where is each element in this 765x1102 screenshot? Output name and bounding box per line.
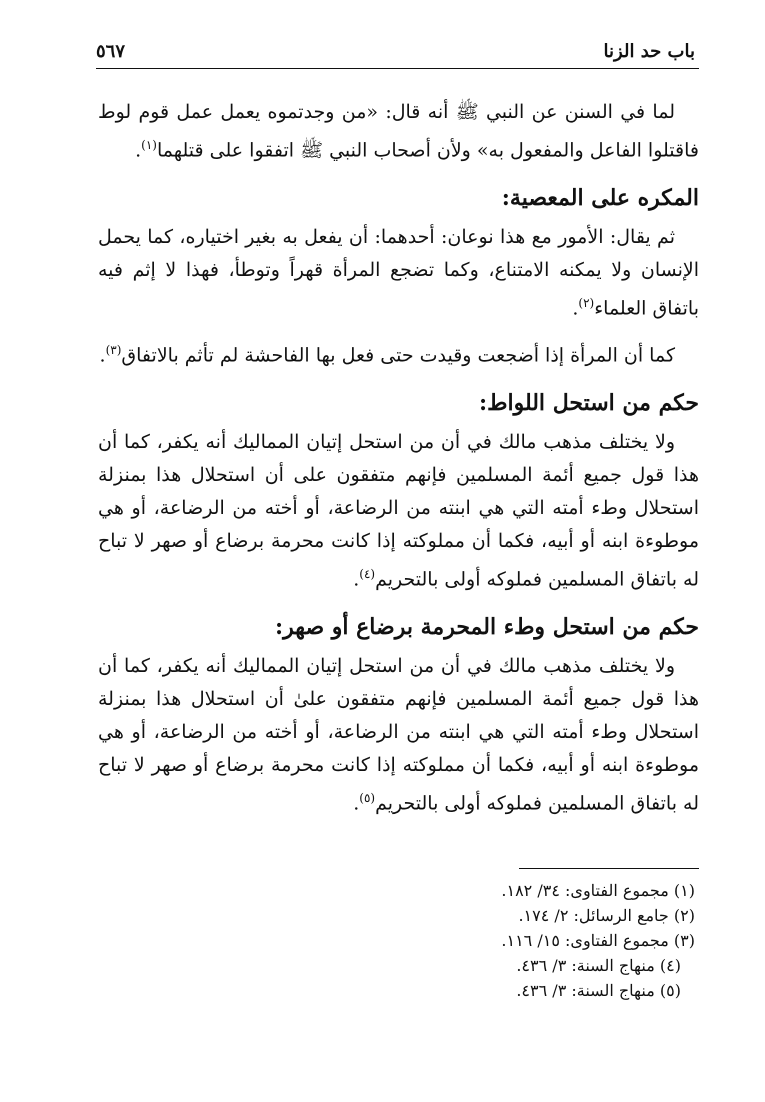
section-heading: حكم من استحل اللواط: [479,389,699,416]
chapter-title: باب حد الزنا [603,40,695,62]
header-rule [96,68,699,69]
running-header [96,34,695,68]
footnote: (١) مجموع الفتاوى: ٣٤/ ١٨٢. [501,881,695,900]
paragraph: لما في السنن عن النبي ﷺ أنه قال: «من وجدتموه يعمل عمل قوم لوط فاقتلوا الفاعل والمفعول به» ولأن أصحاب النبي ﷺ اتفقوا على قتلهما$^{(١)}$. [98,101,699,162]
paragraph-text: ثم يقال: الأمور مع هذا نوعان: أحدهما: أن يفعل به بغير اختياره، كما يحمل الإنسان ولا يمكنه الامتناع، وكما تضجع المرأة قهراً وتوطأ، فهذا لا إثم فيه باتفاق العلماء [98,226,699,320]
footnote: (٣) مجموع الفتاوى: ١٥/ ١١٦. [501,931,695,950]
paragraph-text: ولا يختلف مذهب مالك في أن من استحل إتيان المماليك أنه يكفر، كما أن هذا قول جميع أئمة المسلمين فإنهم متفقون علىٰ أن استحلال هذا بمنزلة استحلال وطء أمته التي هي ابنته من الرضاعة، أو أخته من الرضاعة، أو هي موطوءة ابنه أو أبيه، فكما أن مملوكته إذا كانت محرمة برضاع أو صهر لا تباح له باتفاق المسلمين فملوكه أولى بالتحريم [98,655,699,815]
footnote: (٥) منهاج السنة: ٣/ ٤٣٦. [516,981,681,1000]
paragraph: كما أن المرأة إذا أضجعت وقيدت حتى فعل بها الفاحشة لم تأثم بالاتفاق$^{(٣)}$. [99,342,675,366]
footnote-ref: (٣) [105,342,122,357]
section-heading: حكم من استحل وطء المحرمة برضاع أو صهر: [275,614,699,641]
footnote-ref: (٢) [578,296,595,311]
section-heading: المكره على المعصية: [501,185,699,212]
paragraph: ولا يختلف مذهب مالك في أن من استحل إتيان المماليك أنه يكفر، كما أن هذا قول جميع أئمة المسلمين فإنهم متفقون علىٰ أن استحلال هذا بمنزلة استحلال وطء أمته التي هي ابنته من الرضاعة، أو أخته من الرضاعة، أو هي موطوءة ابنه أو أبيه، فكما أن مملوكته إذا كانت محرمة برضاع أو صهر لا تباح له باتفاق المسلمين فملوكه أولى بالتحريم$^{(٥)}$. [98,655,699,815]
main-text [98,96,699,829]
paragraph-text: كما أن المرأة إذا أضجعت وقيدت حتى فعل بها الفاحشة لم تأثم بالاتفاق [121,343,675,366]
footnote-ref: (٥) [359,791,376,806]
page-number: ٥٦٧ [96,40,126,62]
footnote: (٢) جامع الرسائل: ٢/ ١٧٤. [518,906,695,925]
paragraph: ولا يختلف مذهب مالك في أن من استحل إتيان المماليك أنه يكفر، كما أن هذا قول جميع أئمة المسلمين فإنهم متفقون على أن استحلال هذا بمنزلة استحلال وطء أمته التي هي ابنته من الرضاعة، أو أخته من الرضاعة، أو هي موطوءة ابنه أو أبيه، فكما أن مملوكته إذا كانت محرمة برضاع أو صهر لا تباح له باتفاق المسلمين فملوكه أولى بالتحريم$^{(٤)}$. [98,430,699,591]
footnote-ref: (٤) [359,566,376,581]
paragraph: ثم يقال: الأمور مع هذا نوعان: أحدهما: أن يفعل به بغير اختياره، كما يحمل الإنسان ولا يمكنه الامتناع، وكما تضجع المرأة قهراً وتوطأ، فهذا لا إثم فيه باتفاق العلماء$^{(٢)}$. [98,226,699,320]
footnotes [300,878,695,1003]
footnote-ref: (١) [141,138,157,152]
paragraph-text: لما في السنن عن النبي ﷺ أنه قال: «من وجدتموه يعمل عمل قوم لوط فاقتلوا الفاعل والمفعول به» ولأن أصحاب النبي ﷺ اتفقوا على قتلهما [98,101,699,162]
footnote: (٤) منهاج السنة: ٣/ ٤٣٦. [516,956,681,975]
paragraph-text: ولا يختلف مذهب مالك في أن من استحل إتيان المماليك أنه يكفر، كما أن هذا قول جميع أئمة المسلمين فإنهم متفقون على أن استحلال هذا بمنزلة استحلال وطء أمته التي هي ابنته من الرضاعة، أو أخته من الرضاعة، أو هي موطوءة ابنه أو أبيه، فكما أن مملوكته إذا كانت محرمة برضاع أو صهر لا تباح له باتفاق المسلمين فملوكه أولى بالتحريم [98,430,699,591]
footnote-separator [519,868,699,869]
